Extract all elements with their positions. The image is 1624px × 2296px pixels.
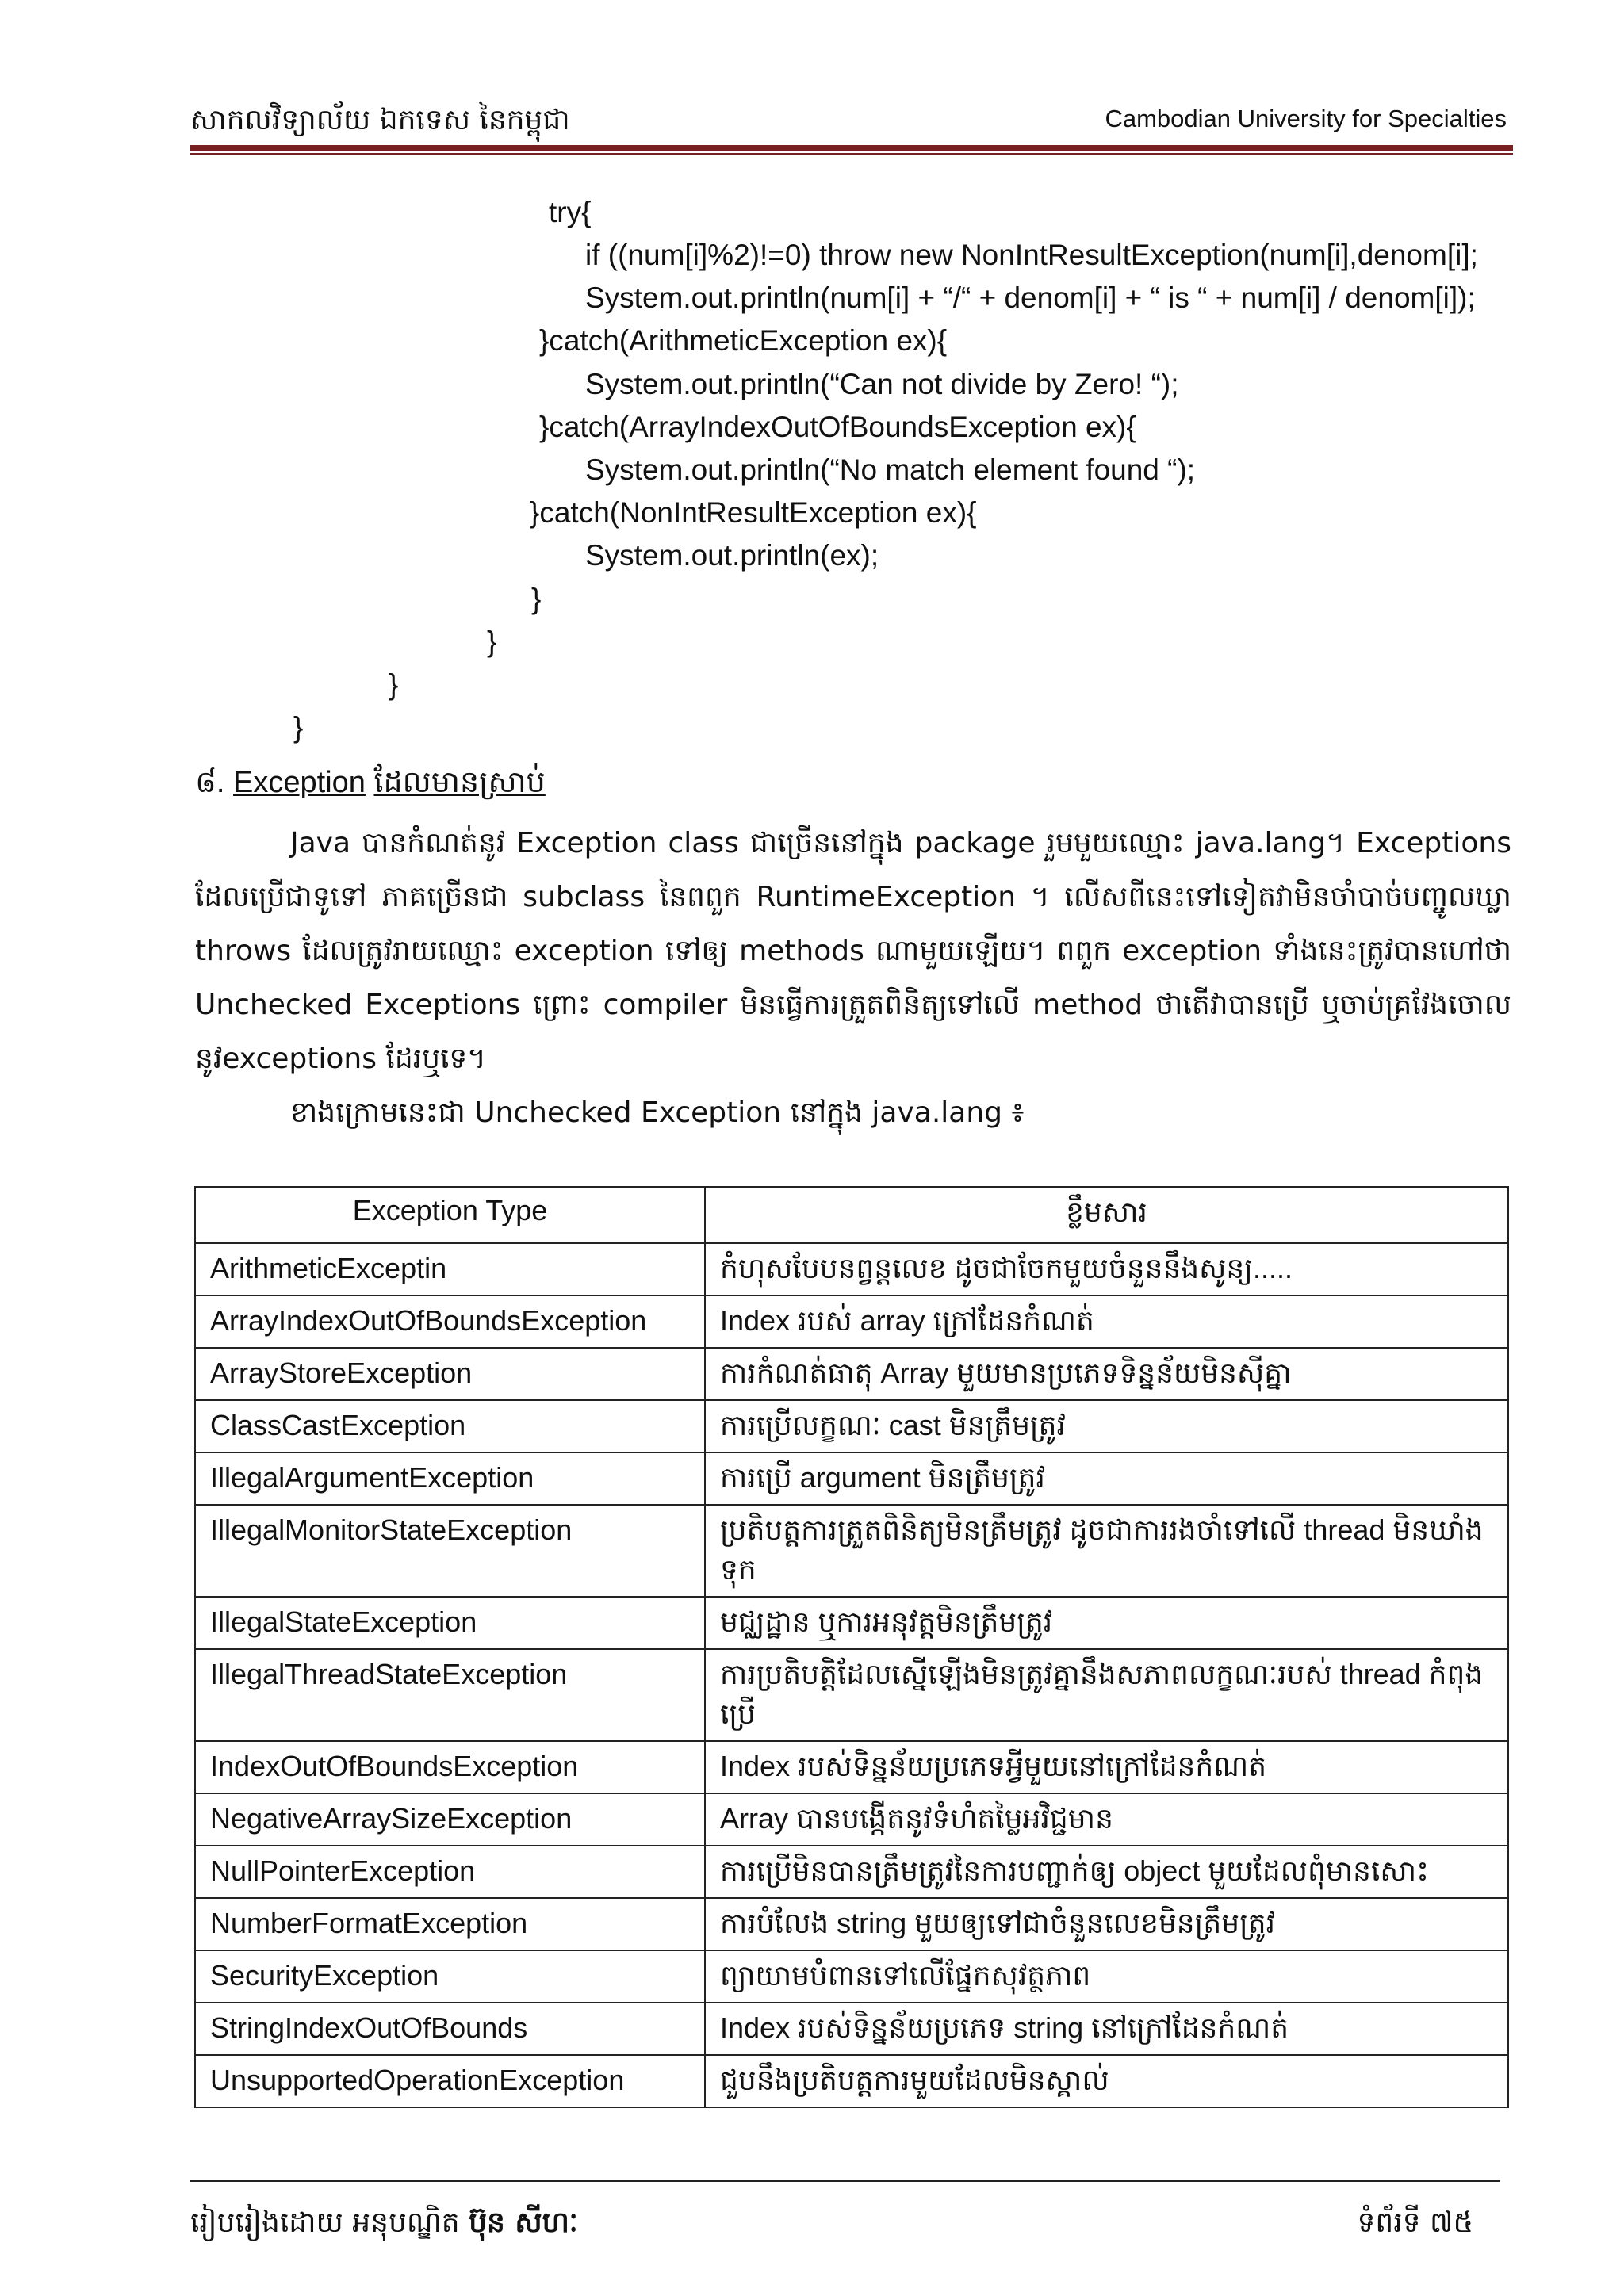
exception-description-cell: ការប្រើមិនបានត្រឹមត្រូវនៃការបញ្ជាក់ឲ្យ object មួយដែលពុំមានសោះ bbox=[705, 1846, 1508, 1898]
table-row bbox=[195, 1898, 1508, 1950]
exception-type-cell: IllegalMonitorStateException bbox=[195, 1505, 705, 1597]
code-line: } bbox=[293, 711, 304, 744]
header-rule-thin bbox=[190, 153, 1513, 155]
table-row bbox=[195, 1243, 1508, 1295]
section-title-en: Exception bbox=[233, 766, 366, 799]
header-university-en: Cambodian University for Specialties bbox=[1105, 105, 1507, 132]
exception-description-cell: Index របស់ទិន្នន័យប្រភេទអ្វីមួយនៅក្រៅដែនកំណត់ bbox=[705, 1741, 1508, 1793]
exception-type-cell: SecurityException bbox=[195, 1950, 705, 2003]
exception-description-cell: មជ្ឈដ្ឋាន ឬការអនុវត្តមិនត្រឹមត្រូវ bbox=[705, 1597, 1508, 1649]
table-intro-paragraph: ខាងក្រោមនេះជា Unchecked Exception នៅក្នុង java.lang ៖ bbox=[290, 1096, 1025, 1129]
table-row bbox=[195, 1295, 1508, 1348]
exception-description-cell: ការប្រតិបត្តិដែលស្នើឡើងមិនត្រូវគ្នានឹងសភាពលក្ខណៈរបស់ thread កំពុងប្រើ bbox=[705, 1649, 1508, 1741]
footer-page-number: ទំព័រទី ៧៥ bbox=[1357, 2206, 1473, 2239]
exception-type-cell: IllegalArgumentException bbox=[195, 1452, 705, 1505]
exception-type-cell: ArithmeticExceptin bbox=[195, 1243, 705, 1295]
table-row bbox=[195, 1649, 1508, 1741]
exception-description-cell: ការប្រើ argument មិនត្រឹមត្រូវ bbox=[705, 1452, 1508, 1505]
table-row bbox=[195, 1505, 1508, 1597]
table-row bbox=[195, 1400, 1508, 1452]
code-line: }catch(ArithmeticException ex){ bbox=[539, 324, 948, 357]
table-row bbox=[195, 1597, 1508, 1649]
paragraph-text: Java បានកំណត់នូវ Exception class ជាច្រើននៅក្នុង package រួមមួយឈ្មោះ java.lang។ Exceptions ដែលប្រើជាទូទៅ ភាគច្រើនជា subclass នៃពពួក RuntimeException ។ លើសពីនេះទៅទៀតវាមិនចាំបាច់បញ្ចូលឃ្លា throws ដែលត្រូវរាយឈ្មោះ exception ទៅឲ្យ methods ណាមួយឡើយ។ ពពួក exception ទាំងនេះត្រូវបានហៅថា Unchecked Exceptions ព្រោះ compiler មិនធ្វើការត្រួតពិនិត្យទៅលើ method ថាតើវាបានប្រើ ឬចាប់គ្រវែងចោលនូវexceptions ដែរឬទេ។ bbox=[195, 827, 1511, 1075]
exception-description-cell: កំហុសបែបនព្វន្តលេខ ដូចជាចែកមួយចំនួននឹងសូន្យ..... bbox=[705, 1243, 1508, 1295]
footer-author bbox=[190, 2204, 578, 2246]
footer-author-name: ប៊ុន សីហៈ bbox=[469, 2206, 578, 2239]
exception-description-cell: ការកំណត់ធាតុ Array មួយមានប្រភេទទិន្នន័យមិនស៊ីគ្នា bbox=[705, 1348, 1508, 1400]
section-number: ៨. bbox=[195, 766, 225, 799]
table-header-row bbox=[195, 1187, 1508, 1243]
table-row bbox=[195, 1950, 1508, 2003]
exception-description-cell: ព្យាយាមបំពានទៅលើផ្នែកសុវត្ថភាព bbox=[705, 1950, 1508, 2003]
table-row bbox=[195, 2003, 1508, 2055]
exception-description-cell: Index របស់ទិន្នន័យប្រភេទ string នៅក្រៅដែនកំណត់ bbox=[705, 2003, 1508, 2055]
footer-rule bbox=[190, 2180, 1500, 2182]
code-line: } bbox=[487, 626, 497, 658]
footer-author-prefix: រៀបរៀងដោយ អនុបណ្ឌិត bbox=[190, 2206, 460, 2239]
code-line: System.out.println(“No match element found “); bbox=[585, 453, 1196, 486]
table-row bbox=[195, 1793, 1508, 1846]
table-row bbox=[195, 1846, 1508, 1898]
table-row bbox=[195, 1348, 1508, 1400]
code-line: } bbox=[389, 668, 399, 701]
code-line: }catch(ArrayIndexOutOfBoundsException ex){ bbox=[539, 411, 1136, 443]
header-exception-type: Exception Type bbox=[195, 1187, 705, 1243]
exception-description-cell: ការបំលែង string មួយឲ្យទៅជាចំនួនលេខមិនត្រឹមត្រូវ bbox=[705, 1898, 1508, 1950]
exception-type-cell: IllegalThreadStateException bbox=[195, 1649, 705, 1741]
section-heading bbox=[195, 763, 546, 807]
code-line: } bbox=[531, 583, 542, 615]
exception-type-cell: NegativeArraySizeException bbox=[195, 1793, 705, 1846]
exception-table bbox=[194, 1186, 1509, 2108]
exception-type-cell: NumberFormatException bbox=[195, 1898, 705, 1950]
code-line: System.out.println(ex); bbox=[585, 539, 879, 572]
exception-type-cell: StringIndexOutOfBounds bbox=[195, 2003, 705, 2055]
exception-description-cell: Array បានបង្កើតនូវទំហំតម្លៃអវិជ្ជមាន bbox=[705, 1793, 1508, 1846]
exception-type-cell: UnsupportedOperationException bbox=[195, 2055, 705, 2107]
exception-type-cell: ArrayStoreException bbox=[195, 1348, 705, 1400]
body-paragraph bbox=[195, 817, 1511, 1086]
exception-type-cell: IllegalStateException bbox=[195, 1597, 705, 1649]
header-rule-thick bbox=[190, 145, 1513, 151]
exception-type-cell: NullPointerException bbox=[195, 1846, 705, 1898]
exception-description-cell: Index របស់ array ក្រៅដែនកំណត់ bbox=[705, 1295, 1508, 1348]
code-line: if ((num[i]%2)!=0) throw new NonIntResultException(num[i],denom[i]; bbox=[585, 239, 1478, 271]
exception-type-cell: ArrayIndexOutOfBoundsException bbox=[195, 1295, 705, 1348]
exception-type-cell: ClassCastException bbox=[195, 1400, 705, 1452]
table-row bbox=[195, 2055, 1508, 2107]
page-header bbox=[190, 101, 1507, 138]
header-university-km: សាកលវិទ្យាល័យ ឯកទេស នៃកម្ពុជា bbox=[190, 104, 570, 136]
header-content: ខ្លឹមសារ bbox=[705, 1187, 1508, 1243]
code-line: System.out.println(num[i] + “/“ + denom[i] + “ is “ + num[i] / denom[i]); bbox=[585, 281, 1476, 314]
exception-description-cell: ការប្រើលក្ខណៈ cast មិនត្រឹមត្រូវ bbox=[705, 1400, 1508, 1452]
table-row bbox=[195, 1741, 1508, 1793]
code-line: }catch(NonIntResultException ex){ bbox=[530, 496, 977, 529]
exception-type-cell: IndexOutOfBoundsException bbox=[195, 1741, 705, 1793]
exception-description-cell: ជួបនឹងប្រតិបត្តការមួយដែលមិនស្គាល់ bbox=[705, 2055, 1508, 2107]
code-line: System.out.println(“Can not divide by Zero! “); bbox=[585, 368, 1179, 400]
exception-description-cell: ប្រតិបត្តការត្រួតពិនិត្យមិនត្រឹមត្រូវ ដូចជាការរងចាំទៅលើ thread មិនឃាំងទុក bbox=[705, 1505, 1508, 1597]
code-line: try{ bbox=[549, 196, 592, 228]
section-title-km: ដែលមានស្រាប់ bbox=[373, 766, 546, 799]
table-row bbox=[195, 1452, 1508, 1505]
